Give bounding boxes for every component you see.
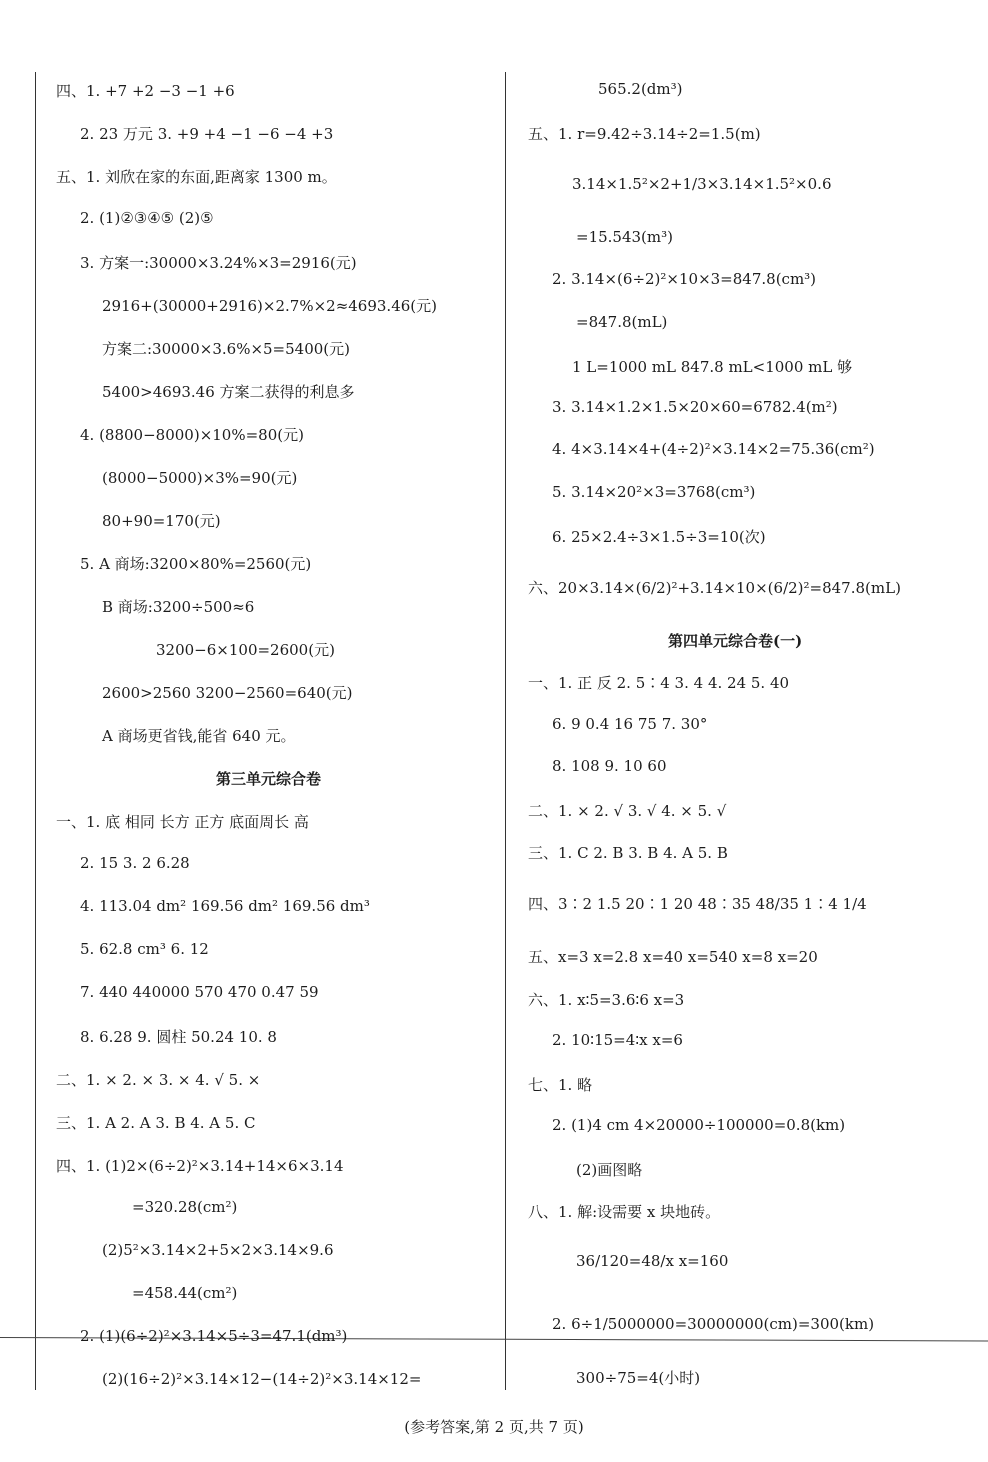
answer-line: 2. (1)②③④⑤ (2)⑤: [80, 209, 214, 227]
answer-line: 8. 6.28 9. 圆柱 50.24 10. 8: [80, 1028, 277, 1046]
answer-line: 一、1. 底 相同 长方 正方 底面周长 高: [56, 813, 309, 831]
answer-line: 二、1. × 2. √ 3. √ 4. × 5. √: [528, 802, 727, 820]
answer-line: 四、1. +7 +2 −3 −1 +6: [56, 82, 235, 100]
section-heading: 第四单元综合卷(一): [668, 632, 803, 650]
answer-line: (2)5²×3.14×2+5×2×3.14×9.6: [102, 1241, 334, 1259]
answer-line: (2)画图略: [576, 1161, 643, 1179]
answer-line: 八、1. 解:设需要 x 块地砖。: [528, 1203, 721, 1221]
answer-line: 3200−6×100=2600(元): [156, 641, 335, 659]
answer-line: 2. 15 3. 2 6.28: [80, 854, 190, 872]
answer-line: 7. 440 440000 570 470 0.47 59: [80, 983, 319, 1001]
answer-line: 五、1. r=9.42÷3.14÷2=1.5(m): [528, 125, 761, 143]
answer-line: 4. 4×3.14×4+(4÷2)²×3.14×2=75.36(cm²): [552, 440, 875, 458]
answer-line: =15.543(m³): [576, 228, 673, 246]
answer-line: 5. 3.14×20²×3=3768(cm³): [552, 483, 756, 501]
answer-line: 2. 10∶15=4∶x x=6: [552, 1031, 683, 1049]
answer-line: 四、3∶2 1.5 20∶1 20 48∶35 48/35 1∶4 1/4: [528, 895, 867, 913]
answer-line: 565.2(dm³): [598, 80, 683, 98]
section-heading: 第三单元综合卷: [216, 770, 322, 788]
answer-line: 36/120=48/x x=160: [576, 1252, 729, 1270]
answer-line: 五、x=3 x=2.8 x=40 x=540 x=8 x=20: [528, 948, 818, 966]
answer-line: 一、1. 正 反 2. 5∶4 3. 4 4. 24 5. 40: [528, 674, 790, 692]
answer-line: 二、1. × 2. × 3. × 4. √ 5. ×: [56, 1071, 261, 1089]
answer-line: 六、20×3.14×(6/2)²+3.14×10×(6/2)²=847.8(mL): [528, 579, 901, 597]
answer-line: =847.8(mL): [576, 313, 668, 331]
answer-line: 2916+(30000+2916)×2.7%×2≈4693.46(元): [102, 297, 437, 315]
answer-line: A 商场更省钱,能省 640 元。: [102, 727, 296, 745]
answer-line: 300÷75=4(小时): [576, 1369, 701, 1387]
answer-line: 6. 9 0.4 16 75 7. 30°: [552, 715, 708, 733]
answer-line: (8000−5000)×3%=90(元): [102, 469, 298, 487]
answer-line: 5. 62.8 cm³ 6. 12: [80, 940, 209, 958]
answer-line: 3. 方案一:30000×3.24%×3=2916(元): [80, 254, 357, 272]
answer-line: 七、1. 略: [528, 1076, 593, 1094]
answer-line: 三、1. A 2. A 3. B 4. A 5. C: [56, 1114, 256, 1132]
answer-line: 4. (8800−8000)×10%=80(元): [80, 426, 304, 444]
answer-line: 三、1. C 2. B 3. B 4. A 5. B: [528, 844, 728, 862]
answer-line: 5. A 商场:3200×80%=2560(元): [80, 555, 312, 573]
answer-line: 6. 25×2.4÷3×1.5÷3=10(次): [552, 528, 766, 546]
column-divider: [505, 72, 506, 1390]
answer-line: =458.44(cm²): [132, 1284, 238, 1302]
answer-line: 5400>4693.46 方案二获得的利息多: [102, 383, 355, 401]
answer-line: 3.14×1.5²×2+1/3×3.14×1.5²×0.6: [572, 175, 832, 193]
answer-line: (2)(16÷2)²×3.14×12−(14÷2)²×3.14×12=: [102, 1370, 422, 1388]
answer-line: 六、1. x∶5=3.6∶6 x=3: [528, 991, 685, 1009]
answer-line: 1 L=1000 mL 847.8 mL<1000 mL 够: [572, 358, 853, 376]
answer-line: 3. 3.14×1.2×1.5×20×60=6782.4(m²): [552, 398, 838, 416]
answer-line: 2. (1)4 cm 4×20000÷100000=0.8(km): [552, 1116, 846, 1134]
left-margin-rule: [35, 72, 36, 1390]
answer-line: 2600>2560 3200−2560=640(元): [102, 684, 353, 702]
answer-line: 2. (1)(6÷2)²×3.14×5÷3=47.1(dm³): [80, 1327, 348, 1345]
answer-line: 80+90=170(元): [102, 512, 221, 530]
answer-line: 2. 23 万元 3. +9 +4 −1 −6 −4 +3: [80, 125, 334, 143]
answer-line: 方案二:30000×3.6%×5=5400(元): [102, 340, 351, 358]
answer-line: =320.28(cm²): [132, 1198, 238, 1216]
answer-line: 8. 108 9. 10 60: [552, 757, 667, 775]
page-footer: (参考答案,第 2 页,共 7 页): [404, 1418, 584, 1436]
answer-line: B 商场:3200÷500≈6: [102, 598, 255, 616]
answer-line: 五、1. 刘欣在家的东面,距离家 1300 m。: [56, 168, 337, 186]
answer-line: 四、1. (1)2×(6÷2)²×3.14+14×6×3.14: [56, 1157, 344, 1175]
answer-line: 2. 6÷1/5000000=30000000(cm)=300(km): [552, 1315, 875, 1333]
answer-line: 2. 3.14×(6÷2)²×10×3=847.8(cm³): [552, 270, 817, 288]
answer-line: 4. 113.04 dm² 169.56 dm² 169.56 dm³: [80, 897, 370, 915]
